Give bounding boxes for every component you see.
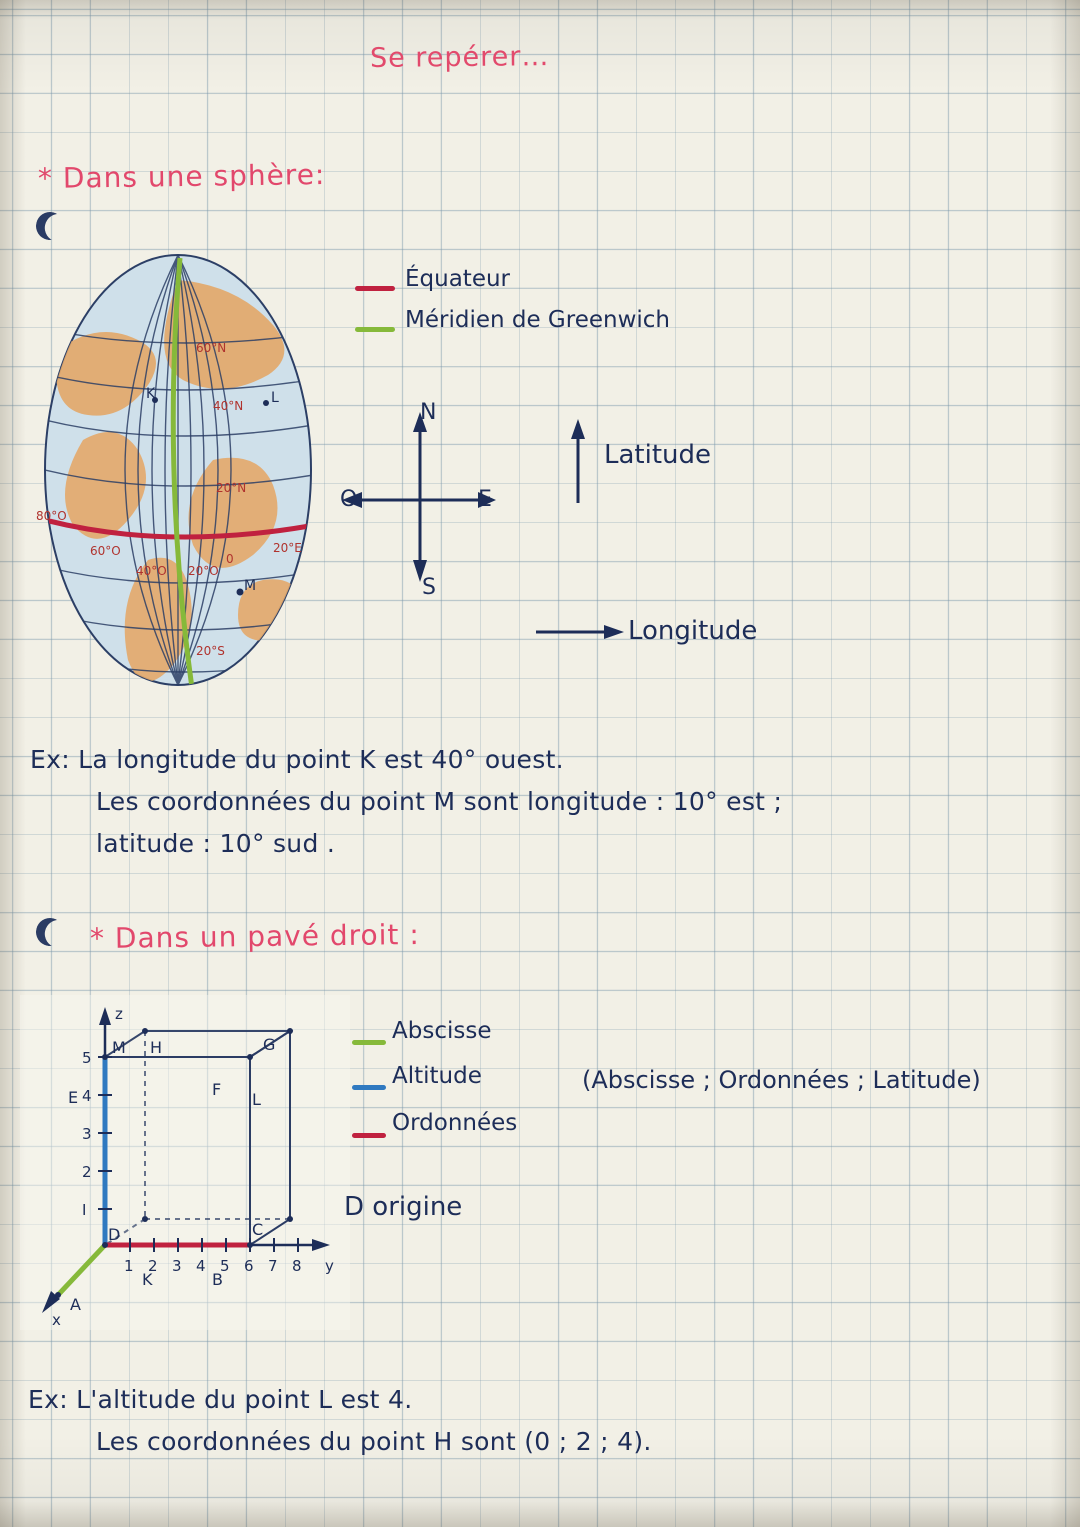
page-title: Se repérer… bbox=[369, 41, 550, 74]
axis-label-longitude: Longitude bbox=[628, 616, 758, 646]
legend-color-equateur bbox=[355, 286, 395, 291]
compass-label-south: S bbox=[422, 575, 436, 600]
svg-text:4: 4 bbox=[196, 1257, 206, 1275]
svg-text:0: 0 bbox=[226, 552, 234, 566]
svg-text:20°S: 20°S bbox=[196, 644, 225, 658]
section-heading-cuboid: * Dans un pavé droit : bbox=[89, 917, 420, 956]
svg-text:1: 1 bbox=[124, 1257, 134, 1275]
legend-color-greenwich bbox=[355, 327, 395, 332]
svg-text:C: C bbox=[252, 1220, 264, 1239]
svg-text:H: H bbox=[150, 1038, 163, 1057]
svg-text:x: x bbox=[52, 1311, 61, 1329]
page-edge-shadow-right bbox=[1050, 0, 1080, 1527]
example-sphere-line-1: Ex: La longitude du point K est 40° ouest. bbox=[30, 745, 564, 774]
svg-text:5: 5 bbox=[220, 1257, 230, 1275]
cuboid-figure bbox=[20, 995, 350, 1330]
svg-text:E: E bbox=[68, 1088, 79, 1107]
svg-text:2: 2 bbox=[82, 1163, 92, 1181]
svg-text:z: z bbox=[115, 1005, 123, 1023]
svg-text:40°O: 40°O bbox=[136, 564, 167, 578]
svg-text:20°O: 20°O bbox=[188, 564, 219, 578]
legend-color-abscisse bbox=[352, 1040, 386, 1045]
svg-text:A: A bbox=[70, 1295, 81, 1314]
legend-color-ordonnees bbox=[352, 1133, 386, 1138]
svg-text:20°E: 20°E bbox=[273, 541, 302, 555]
svg-text:B: B bbox=[212, 1270, 223, 1289]
axis-label-latitude: Latitude bbox=[604, 440, 712, 470]
longitude-arrow-icon bbox=[534, 612, 626, 652]
svg-text:F: F bbox=[212, 1080, 222, 1099]
compass-label-north: N bbox=[420, 400, 437, 425]
svg-text:L: L bbox=[271, 390, 279, 406]
svg-text:I: I bbox=[82, 1201, 87, 1219]
svg-text:5: 5 bbox=[82, 1049, 92, 1067]
svg-text:3: 3 bbox=[172, 1257, 182, 1275]
svg-text:60°O: 60°O bbox=[90, 544, 121, 558]
svg-text:8: 8 bbox=[292, 1257, 302, 1275]
section-heading-sphere: * Dans une sphère: bbox=[37, 157, 326, 196]
svg-text:60°N: 60°N bbox=[196, 341, 227, 355]
legend-label-greenwich: Méridien de Greenwich bbox=[405, 307, 671, 333]
latitude-arrow-icon bbox=[558, 415, 598, 505]
svg-text:L: L bbox=[252, 1090, 261, 1109]
legend-label-ordonnees: Ordonnées bbox=[392, 1110, 518, 1136]
legend-color-altitude bbox=[352, 1085, 386, 1090]
origin-note: D origine bbox=[344, 1192, 463, 1222]
svg-text:K: K bbox=[146, 386, 156, 402]
example-sphere-line-2: Les coordonnées du point M sont longitude : 10° est ; bbox=[96, 787, 783, 816]
svg-text:7: 7 bbox=[268, 1257, 278, 1275]
svg-text:2: 2 bbox=[148, 1257, 158, 1275]
globe-figure bbox=[28, 230, 358, 710]
svg-text:40°N: 40°N bbox=[213, 399, 244, 413]
coordinate-triplet-note: (Abscisse ; Ordonnées ; Latitude) bbox=[582, 1066, 981, 1094]
svg-text:G: G bbox=[263, 1035, 276, 1054]
svg-text:y: y bbox=[325, 1257, 334, 1275]
compass-label-east: E bbox=[478, 487, 492, 512]
svg-text:D: D bbox=[108, 1225, 121, 1244]
svg-text:K: K bbox=[142, 1270, 153, 1289]
compass-label-west: O bbox=[340, 487, 358, 512]
legend-label-abscisse: Abscisse bbox=[392, 1018, 492, 1044]
svg-text:M: M bbox=[112, 1038, 126, 1057]
example-cuboid-line-2: Les coordonnées du point H sont (0 ; 2 ; 4). bbox=[96, 1427, 652, 1456]
page-edge-shadow-bottom bbox=[0, 1501, 1080, 1527]
legend-label-altitude: Altitude bbox=[392, 1063, 482, 1089]
svg-text:6: 6 bbox=[244, 1257, 254, 1275]
legend-label-equateur: Équateur bbox=[405, 266, 511, 292]
svg-text:20°N: 20°N bbox=[216, 481, 247, 495]
example-sphere-line-3: latitude : 10° sud . bbox=[96, 829, 336, 858]
svg-text:80°O: 80°O bbox=[36, 509, 67, 523]
svg-text:M: M bbox=[244, 578, 257, 594]
svg-text:3: 3 bbox=[82, 1125, 92, 1143]
page-edge-shadow-top bbox=[0, 0, 1080, 20]
example-cuboid-line-1: Ex: L'altitude du point L est 4. bbox=[28, 1385, 413, 1414]
svg-text:4: 4 bbox=[82, 1087, 92, 1105]
